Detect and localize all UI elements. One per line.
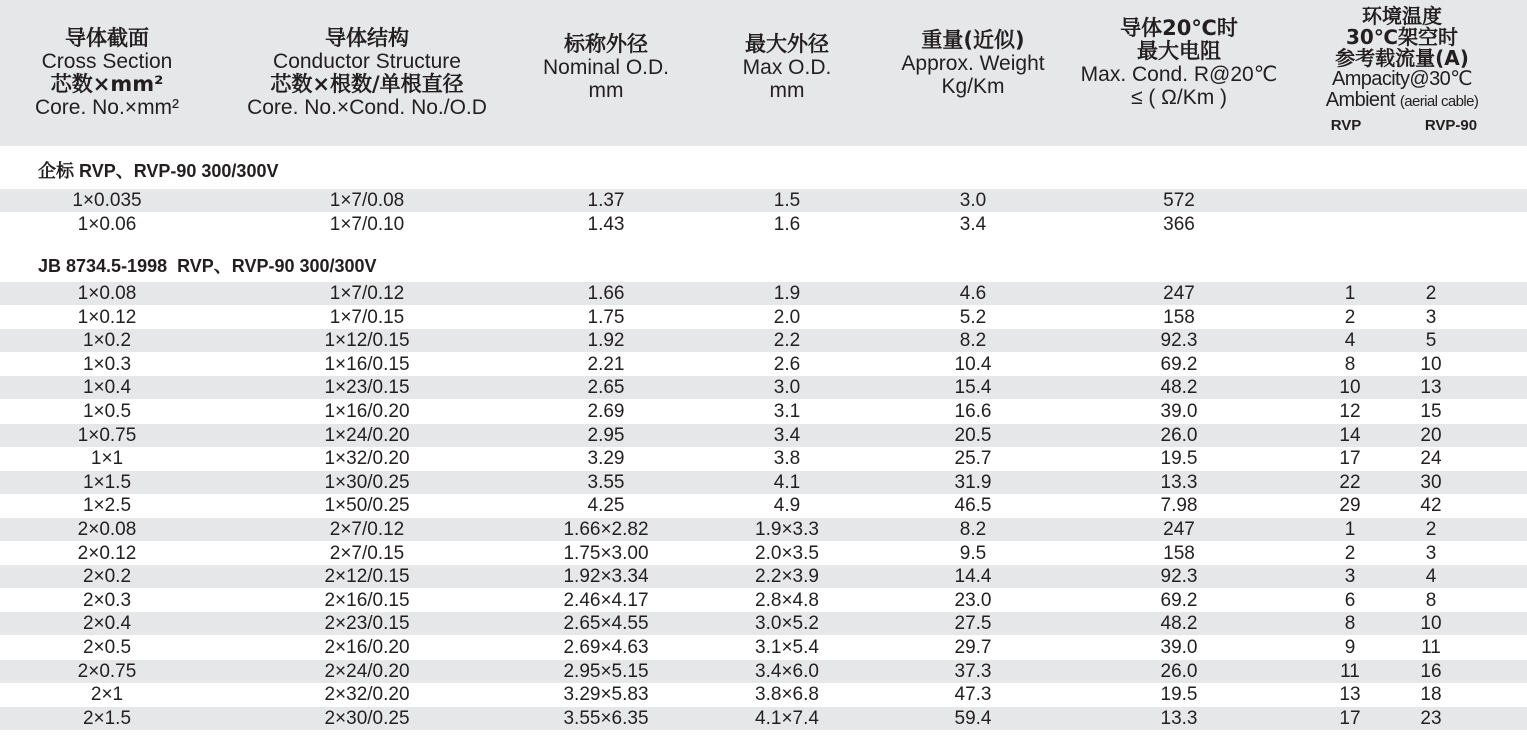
table-row (0, 306, 1527, 329)
table-cell: 24 (1420, 448, 1442, 470)
header-text: 标称外径 (564, 31, 648, 56)
table-cell: 1×2.5 (82, 495, 132, 517)
table-row (0, 213, 1527, 236)
table-cell: 13 (1339, 684, 1361, 706)
table-cell: 8.2 (959, 330, 987, 352)
table-cell: 3.0 (959, 190, 987, 211)
table-cell: 13.3 (1160, 707, 1198, 729)
header-text: Ampacity@30℃ (1331, 68, 1473, 90)
header-text: Kg/Km (941, 74, 1005, 98)
table-cell: 1×7/0.08 (329, 190, 405, 211)
table-cell: 2×0.08 (77, 519, 137, 540)
table-cell: 3.1 (773, 401, 801, 422)
header-text: mm (588, 78, 624, 102)
table-cell: 19.5 (1160, 684, 1198, 706)
table-cell: 1×0.035 (72, 190, 142, 211)
table-cell: 1×7/0.12 (329, 283, 405, 304)
table-cell: 1×0.06 (77, 213, 137, 235)
table-cell: 4.1 (773, 471, 801, 493)
table-cell: 1×1.5 (82, 471, 132, 493)
header-text (1326, 90, 1478, 112)
table-cell: 247 (1163, 283, 1195, 304)
table-row (0, 589, 1527, 612)
table-cell: 2.2 (773, 330, 801, 352)
table-cell: 1×0.75 (77, 424, 137, 446)
header-text: Cross Section (41, 50, 173, 73)
table-cell: 92.3 (1160, 566, 1198, 588)
table-cell: 8.2 (959, 519, 987, 540)
table-cell: 1.6 (773, 213, 801, 235)
section-title-zh: 企标 (38, 161, 74, 182)
header-text: Conductor Structure (273, 50, 461, 73)
table-cell: 30 (1420, 471, 1442, 493)
table-cell: 1×0.2 (82, 330, 132, 352)
table-cell: 1×12/0.15 (324, 330, 410, 352)
header-text: 重量(近似) (921, 27, 1025, 52)
table-cell: 20 (1420, 424, 1442, 446)
table-cell: 2.46×4.17 (563, 589, 649, 611)
table-row (0, 400, 1527, 423)
header-text: ≤ ( Ω/Km ) (1130, 86, 1228, 109)
header-text: Core. No.×Cond. No./O.D (247, 96, 487, 119)
table-cell: 1×16/0.20 (324, 401, 410, 422)
table-cell: 2 (1344, 306, 1356, 328)
table-row (0, 494, 1527, 517)
table-cell: 3.29×5.83 (563, 684, 649, 706)
header-weight (882, 0, 1064, 146)
table-row (0, 424, 1527, 447)
table-row (0, 518, 1527, 541)
table-cell: 1×30/0.25 (324, 471, 410, 493)
header-text: 参考载流量(A) (1335, 46, 1469, 70)
table-cell (1402, 213, 1460, 236)
table-cell: 1.92×3.34 (563, 566, 649, 588)
table-cell: 31.9 (954, 471, 992, 493)
table-cell: 15 (1420, 401, 1442, 422)
table-row (0, 636, 1527, 659)
table-cell: 3 (1425, 542, 1437, 564)
section-title-en: JB 8734.5-1998 RVP、RVP-90 300/300V (38, 256, 377, 276)
table-cell: 3.1×5.4 (755, 637, 819, 658)
table-cell: 158 (1163, 306, 1195, 328)
table-cell: 1×32/0.20 (324, 448, 410, 470)
table-cell: 2×7/0.15 (329, 542, 405, 564)
table-cell: 14 (1339, 424, 1361, 446)
table-cell: 11 (1421, 637, 1441, 658)
table-cell: 2×0.12 (77, 542, 137, 564)
table-cell: 2×0.75 (77, 660, 137, 682)
table-cell: 18 (1420, 684, 1442, 706)
table-cell: 39.0 (1160, 637, 1198, 658)
table-cell (1298, 213, 1402, 236)
table-cell: 3.55×6.35 (563, 707, 649, 729)
header-text: mm (769, 78, 805, 102)
table-row (0, 329, 1527, 352)
table-cell: 5.2 (959, 306, 987, 328)
table-cell: 1.92 (587, 330, 625, 352)
table-cell (1402, 189, 1460, 212)
header-text: Core. No.×mm² (34, 96, 180, 119)
header-ampacity (1294, 0, 1510, 146)
table-cell: 2×1.5 (82, 707, 132, 729)
table-cell: 2×0.3 (82, 589, 132, 611)
table-cell: 2.0 (773, 306, 801, 328)
table-cell: 3.8 (773, 448, 801, 470)
table-cell: 2.65 (587, 377, 625, 399)
table-cell: 2 (1425, 283, 1437, 304)
table-cell: 2×32/0.20 (324, 684, 410, 706)
table-row (0, 447, 1527, 470)
table-cell: 1.37 (587, 190, 625, 211)
table-cell: 3.55 (587, 471, 625, 493)
table-cell: 247 (1163, 519, 1195, 540)
table-cell: 17 (1339, 448, 1361, 470)
table-cell: 16.6 (954, 401, 992, 422)
table-cell: 4.6 (959, 283, 987, 304)
table-cell: 1×0.12 (77, 306, 137, 328)
table-cell: 2×0.5 (82, 637, 132, 658)
table-cell: 2×23/0.15 (324, 613, 410, 635)
table-cell: 1.66×2.82 (563, 519, 649, 540)
table-cell: 8 (1425, 589, 1437, 611)
table-cell: 4 (1425, 566, 1437, 588)
table-cell: 39.0 (1160, 401, 1198, 422)
header-text: Approx. Weight (901, 51, 1045, 75)
table-cell: 6 (1344, 589, 1356, 611)
table-cell: 11 (1340, 660, 1360, 682)
table-cell: 2×30/0.25 (324, 707, 410, 729)
table-cell: 2.69×4.63 (563, 637, 649, 658)
table-cell: 2.2×3.9 (755, 566, 819, 588)
table-cell: 2×1 (90, 684, 124, 706)
table-cell: 4 (1344, 330, 1356, 352)
table-cell: 1×0.5 (82, 401, 132, 422)
table-cell: 1×1 (90, 448, 124, 470)
table-cell: 2×12/0.15 (324, 566, 410, 588)
table-cell: 46.5 (954, 495, 992, 517)
table-cell: 2×16/0.20 (324, 637, 410, 658)
table-cell: 10.4 (954, 353, 992, 375)
header-nominal-od (520, 0, 692, 146)
table-cell: 13.3 (1160, 471, 1198, 493)
header-text: 导体结构 (325, 26, 409, 50)
table-cell: 59.4 (954, 707, 992, 729)
table-cell: 1.75×3.00 (563, 542, 649, 564)
table-cell: 27.5 (954, 613, 992, 635)
table-cell: 2.0×3.5 (755, 542, 819, 564)
table-cell: 10 (1339, 377, 1361, 399)
table-cell: 3.4×6.0 (755, 660, 819, 682)
table-cell: 69.2 (1160, 589, 1198, 611)
table-cell: 7.98 (1160, 495, 1198, 517)
table-cell: 29.7 (954, 637, 992, 658)
header-text: Max O.D. (742, 55, 832, 79)
table-cell: 2×0.4 (82, 613, 132, 635)
table-cell: 47.3 (954, 684, 992, 706)
table-cell: 16 (1420, 660, 1442, 682)
table-cell: 2.6 (773, 353, 801, 375)
table-row (0, 471, 1527, 494)
table-cell: 23.0 (954, 589, 992, 611)
table-cell: 5 (1425, 330, 1437, 352)
header-max-od (692, 0, 882, 146)
table-cell: 2×0.2 (82, 566, 132, 588)
table-cell: 13 (1420, 377, 1442, 399)
table-cell: 2 (1344, 542, 1356, 564)
table-cell: 158 (1163, 542, 1195, 564)
table-cell: 26.0 (1160, 660, 1198, 682)
table-cell: 1.43 (587, 213, 625, 235)
table-cell: 1×7/0.10 (329, 213, 405, 235)
table-cell: 48.2 (1160, 613, 1198, 635)
table-cell: 1×16/0.15 (324, 353, 410, 375)
table-row (0, 353, 1527, 376)
table-cell: 1.9 (773, 283, 801, 304)
table-cell: 19.5 (1160, 448, 1198, 470)
table-cell: 1.75 (587, 306, 625, 328)
table-cell: 3.0×5.2 (755, 613, 819, 635)
subheader-rvp90: RVP-90 (1424, 117, 1478, 134)
section-title-en: RVP、RVP-90 300/300V (79, 161, 279, 181)
header-text: Ambient (1325, 89, 1395, 111)
table-cell: 1×24/0.20 (324, 424, 410, 446)
table-cell: 1 (1344, 283, 1356, 304)
table-cell: 2×16/0.15 (324, 589, 410, 611)
table-cell: 3 (1344, 566, 1356, 588)
table-cell: 17 (1339, 707, 1361, 729)
table-cell: 1.66 (587, 283, 625, 304)
header-text: 导体20℃时 (1120, 16, 1238, 40)
table-cell: 366 (1163, 213, 1195, 235)
header-text: 导体截面 (65, 26, 149, 50)
table-cell: 2×7/0.12 (329, 519, 405, 540)
table-cell: 1×7/0.15 (329, 306, 405, 328)
table-cell: 4.9 (773, 495, 801, 517)
table-row (0, 282, 1527, 305)
table-cell: 26.0 (1160, 424, 1198, 446)
header-text: 环境温度 (1362, 4, 1442, 28)
table-cell: 9.5 (959, 542, 987, 564)
table-cell: 23 (1420, 707, 1442, 729)
table-cell: 42 (1420, 495, 1442, 517)
table-cell: 1×0.08 (77, 283, 137, 304)
table-cell: 2.69 (587, 401, 625, 422)
subheader-rvp: RVP (1330, 117, 1362, 134)
ampacity-subheader (1294, 115, 1510, 136)
table-row (0, 542, 1527, 565)
header-cross-section (0, 0, 214, 146)
table-cell: 1.9×3.3 (755, 519, 819, 540)
table-cell: 69.2 (1160, 353, 1198, 375)
table-row (0, 612, 1527, 635)
table-cell: 4.25 (587, 495, 625, 517)
table-row (0, 707, 1527, 730)
table-cell: 8 (1344, 613, 1356, 635)
table-cell: 3.0 (773, 377, 801, 399)
header-text: 芯数×根数/单根直径 (270, 72, 464, 96)
header-conductor-structure (214, 0, 520, 146)
header-text: 30℃架空时 (1345, 25, 1459, 49)
table-cell: 2.21 (587, 353, 625, 375)
table-cell: 4.1×7.4 (755, 707, 819, 729)
table-row (0, 189, 1527, 212)
table-cell: 9 (1344, 637, 1356, 658)
table-cell: 3.29 (587, 448, 625, 470)
header-resistance (1064, 0, 1294, 146)
table-cell: 2.8×4.8 (755, 589, 819, 611)
table-cell: 25.7 (954, 448, 992, 470)
table-cell (1298, 189, 1402, 212)
section-title (38, 159, 278, 183)
header-text: 芯数×mm² (50, 72, 164, 96)
table-cell: 1×50/0.25 (324, 495, 410, 517)
table-cell: 3.4 (959, 213, 987, 235)
table-cell: 572 (1163, 190, 1195, 211)
table-cell: 3.4 (773, 424, 801, 446)
table-header (0, 0, 1527, 146)
table-row (0, 376, 1527, 399)
table-cell: 8 (1344, 353, 1356, 375)
table-cell: 2.95 (587, 424, 625, 446)
section-title (38, 254, 377, 278)
header-text: 最大外径 (745, 31, 829, 56)
table-row (0, 660, 1527, 683)
table-cell: 12 (1339, 401, 1361, 422)
table-cell: 3.8×6.8 (755, 684, 819, 706)
table-cell: 1×0.3 (82, 353, 132, 375)
table-cell: 1×0.4 (82, 377, 132, 399)
table-cell: 3 (1425, 306, 1437, 328)
table-cell: 29 (1339, 495, 1361, 517)
header-text: (aerial cable) (1399, 93, 1479, 110)
header-text: Nominal O.D. (542, 55, 670, 79)
table-cell: 10 (1420, 353, 1442, 375)
table-cell: 10 (1420, 613, 1442, 635)
table-cell: 15.4 (954, 377, 992, 399)
table-cell: 20.5 (954, 424, 992, 446)
table-row (0, 565, 1527, 588)
table-cell: 1 (1344, 519, 1356, 540)
header-text: 最大电阻 (1137, 39, 1221, 63)
table-cell: 2 (1425, 519, 1437, 540)
table-cell: 1×23/0.15 (324, 377, 410, 399)
table-cell: 2.65×4.55 (563, 613, 649, 635)
table-cell: 37.3 (954, 660, 992, 682)
table-cell: 2×24/0.20 (324, 660, 410, 682)
table-cell: 1.5 (773, 190, 801, 211)
table-cell: 2.95×5.15 (563, 660, 649, 682)
header-text: Max. Cond. R@20℃ (1080, 63, 1278, 86)
table-row (0, 683, 1527, 706)
table-cell: 22 (1339, 471, 1361, 493)
table-cell: 48.2 (1160, 377, 1198, 399)
table-cell: 14.4 (954, 566, 992, 588)
table-cell: 92.3 (1160, 330, 1198, 352)
